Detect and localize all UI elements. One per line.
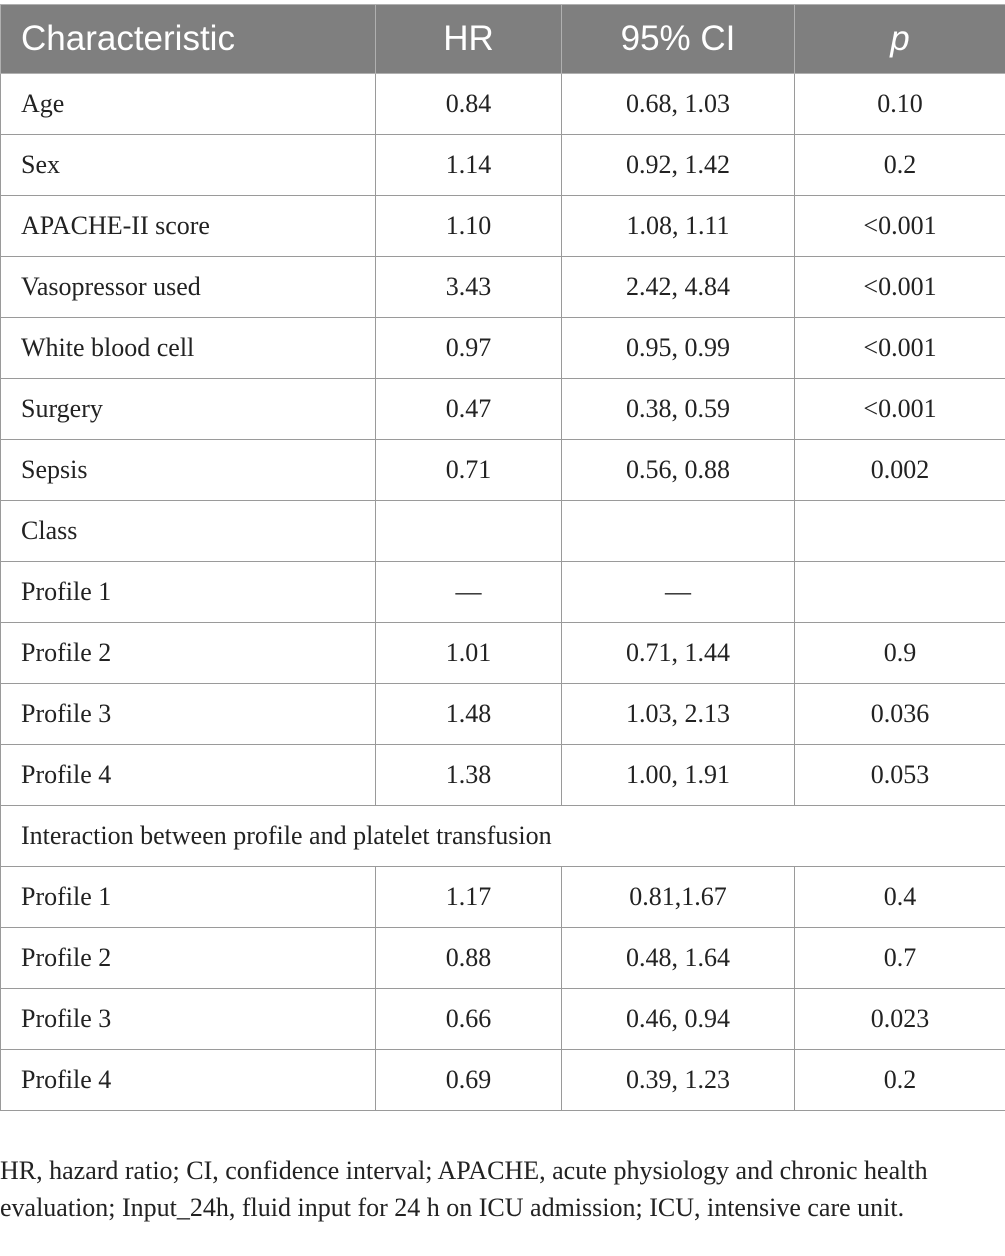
header-hr: HR — [376, 5, 562, 74]
header-ci: 95% CI — [562, 5, 795, 74]
row-label: Profile 4 — [1, 1050, 376, 1111]
p-value: 0.053 — [795, 745, 1005, 806]
ci-value: 1.08, 1.11 — [562, 196, 795, 257]
p-value — [795, 562, 1005, 623]
table-row — [1, 562, 1005, 623]
ci-value: 0.39, 1.23 — [562, 1050, 795, 1111]
p-value: 0.2 — [795, 135, 1005, 196]
table-row — [1, 928, 1005, 989]
ci-value: 1.03, 2.13 — [562, 684, 795, 745]
hr-value: 0.88 — [376, 928, 562, 989]
table-row — [1, 379, 1005, 440]
hr-value: 1.10 — [376, 196, 562, 257]
hr-value: 1.01 — [376, 623, 562, 684]
row-label: Vasopressor used — [1, 257, 376, 318]
p-value: <0.001 — [795, 379, 1005, 440]
table-row — [1, 74, 1005, 135]
row-label: Profile 4 — [1, 745, 376, 806]
row-label: Sepsis — [1, 440, 376, 501]
hr-value: 0.66 — [376, 989, 562, 1050]
hr-value: 1.48 — [376, 684, 562, 745]
section-label: Interaction between profile and platelet transfusion — [1, 806, 1005, 867]
ci-value: 0.56, 0.88 — [562, 440, 795, 501]
table-row — [1, 1050, 1005, 1111]
p-value: 0.002 — [795, 440, 1005, 501]
row-label: Profile 3 — [1, 989, 376, 1050]
ci-value: 0.46, 0.94 — [562, 989, 795, 1050]
header-row — [1, 5, 1005, 74]
p-value: 0.2 — [795, 1050, 1005, 1111]
hr-value: 0.84 — [376, 74, 562, 135]
table-row — [1, 745, 1005, 806]
hr-value: 1.17 — [376, 867, 562, 928]
p-value: <0.001 — [795, 257, 1005, 318]
hr-value: 0.97 — [376, 318, 562, 379]
p-value: 0.9 — [795, 623, 1005, 684]
row-label: Profile 2 — [1, 928, 376, 989]
hr-value: 0.69 — [376, 1050, 562, 1111]
hr-value: 0.71 — [376, 440, 562, 501]
row-label: Profile 3 — [1, 684, 376, 745]
table-row — [1, 623, 1005, 684]
row-label: Surgery — [1, 379, 376, 440]
p-value: <0.001 — [795, 196, 1005, 257]
ci-value: 0.38, 0.59 — [562, 379, 795, 440]
table-row — [1, 196, 1005, 257]
ci-value: 0.71, 1.44 — [562, 623, 795, 684]
hr-value: 0.47 — [376, 379, 562, 440]
table-row — [1, 684, 1005, 745]
header-characteristic: Characteristic — [1, 5, 376, 74]
ci-value: 0.95, 0.99 — [562, 318, 795, 379]
table-footnote: HR, hazard ratio; CI, confidence interval; APACHE, acute physiology and chronic health evaluation; Input_24h, fluid input for 24 h on ICU admission; ICU, intensive care unit. — [0, 1156, 928, 1222]
p-value: 0.4 — [795, 867, 1005, 928]
section-row — [1, 806, 1005, 867]
table-header — [1, 5, 1005, 74]
row-label: Profile 2 — [1, 623, 376, 684]
ci-value — [562, 501, 795, 562]
ci-value: 0.81,1.67 — [562, 867, 795, 928]
ci-value: — — [562, 562, 795, 623]
table-row — [1, 989, 1005, 1050]
hr-value: 1.14 — [376, 135, 562, 196]
ci-value: 0.92, 1.42 — [562, 135, 795, 196]
hazard-ratio-table — [0, 4, 1005, 1111]
row-label: Class — [1, 501, 376, 562]
row-label: Profile 1 — [1, 867, 376, 928]
row-label: Profile 1 — [1, 562, 376, 623]
table-row — [1, 318, 1005, 379]
row-label: White blood cell — [1, 318, 376, 379]
hr-value — [376, 501, 562, 562]
table-row — [1, 501, 1005, 562]
hr-value: 1.38 — [376, 745, 562, 806]
hr-value: 3.43 — [376, 257, 562, 318]
ci-value: 2.42, 4.84 — [562, 257, 795, 318]
ci-value: 1.00, 1.91 — [562, 745, 795, 806]
p-value: <0.001 — [795, 318, 1005, 379]
p-value: 0.7 — [795, 928, 1005, 989]
table-row — [1, 257, 1005, 318]
ci-value: 0.68, 1.03 — [562, 74, 795, 135]
p-value: 0.036 — [795, 684, 1005, 745]
p-value: 0.10 — [795, 74, 1005, 135]
p-value — [795, 501, 1005, 562]
row-label: Sex — [1, 135, 376, 196]
ci-value: 0.48, 1.64 — [562, 928, 795, 989]
hr-value: — — [376, 562, 562, 623]
table-row — [1, 135, 1005, 196]
header-p: p — [795, 5, 1005, 74]
p-value: 0.023 — [795, 989, 1005, 1050]
row-label: APACHE-II score — [1, 196, 376, 257]
table-row — [1, 867, 1005, 928]
row-label: Age — [1, 74, 376, 135]
table-body — [1, 74, 1005, 1111]
table-row — [1, 440, 1005, 501]
